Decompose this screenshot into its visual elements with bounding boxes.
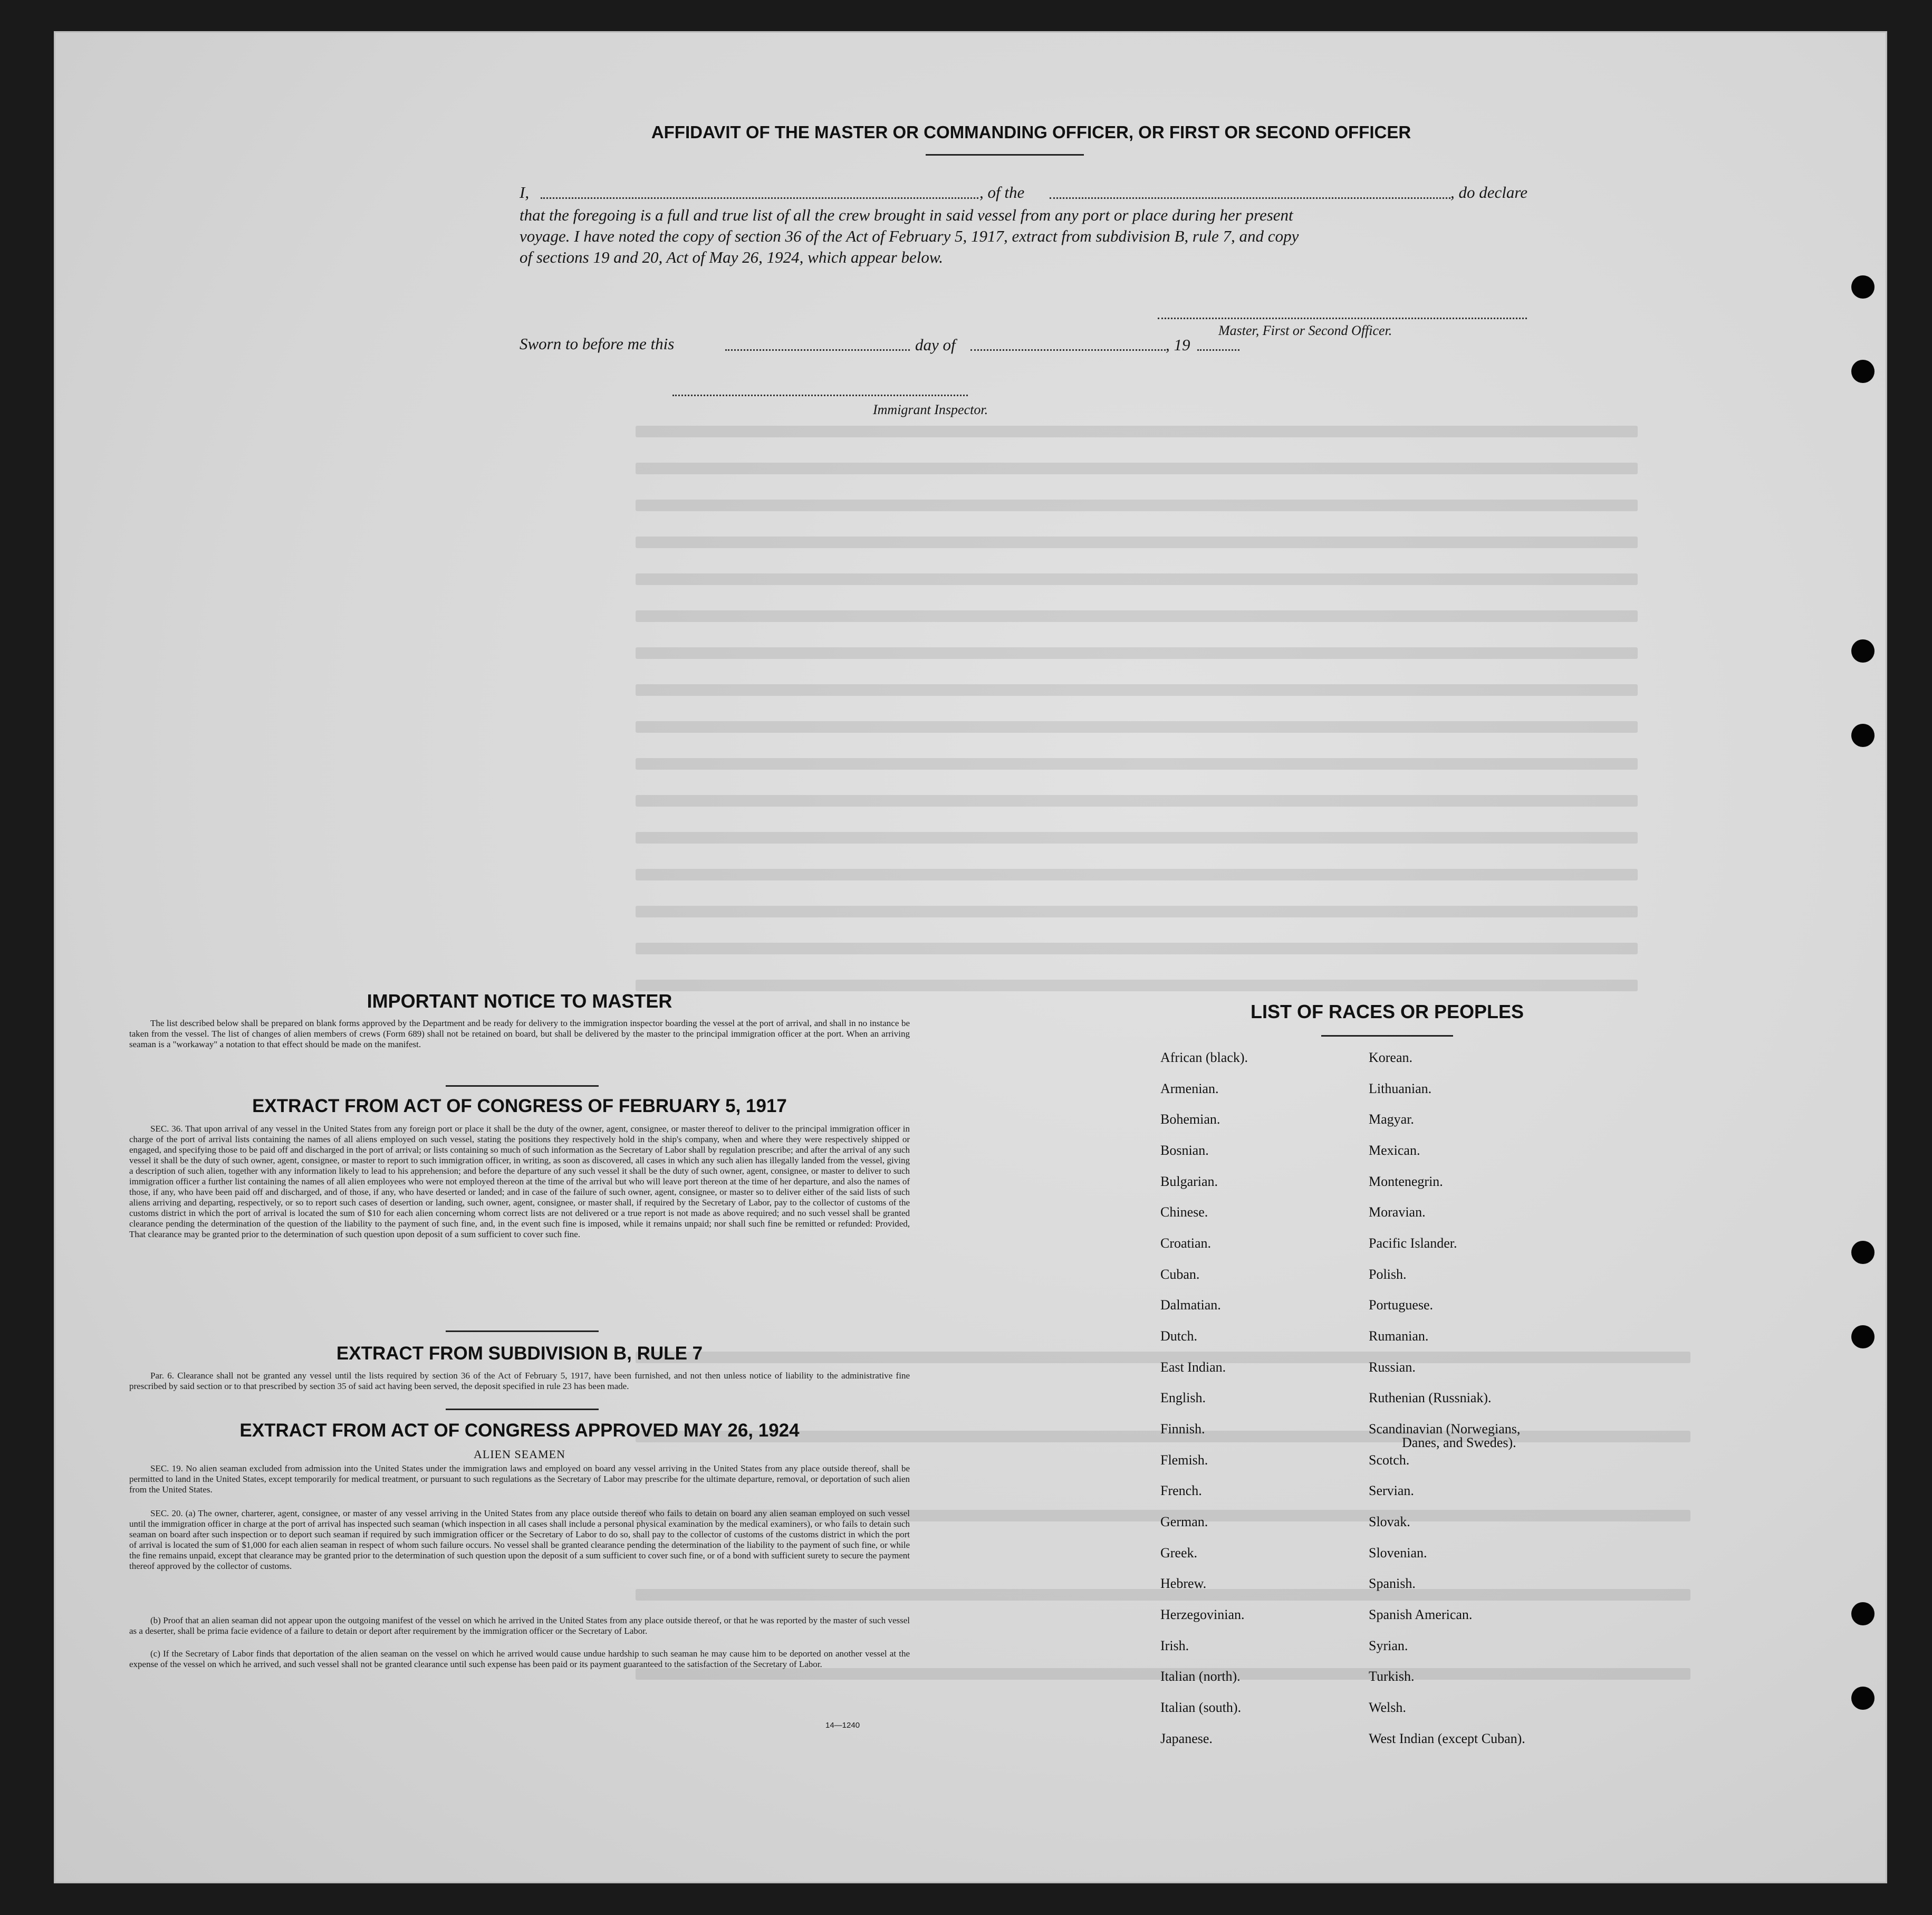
race-item: Chinese. xyxy=(1160,1204,1208,1220)
sec20c-text: (c) If the Secretary of Labor finds that deportation of the alien seaman on the vessel on which he arrived would cause undue hardship to such seaman he may cause him to be deported on another vessel at the expense of the vessel on which he arrived, and such vessel shall not be granted clearance until such expense has been paid or its payment guaranteed to the satisfaction of the Secretary of Labor. xyxy=(129,1649,910,1669)
day-of-label: day of xyxy=(915,336,956,354)
races-title: LIST OF RACES OR PEOPLES xyxy=(1250,1001,1524,1022)
race-item: Dutch. xyxy=(1160,1328,1198,1344)
punch-hole xyxy=(1851,275,1875,299)
race-item: Ruthenian (Russniak). xyxy=(1369,1390,1492,1405)
race-item: Polish. xyxy=(1369,1267,1407,1282)
sec19-text: SEC. 19. No alien seaman excluded from admission into the United States under the immigration laws and employed on board any vessel arriving in the United States from any place outside thereof, shall be permitted to land in the United States, except temporarily for medical treatment, or pursuant to such regulations as the Secretary of Labor may prescribe for the ultimate departure, removal, or deportation of such alien from the United States. xyxy=(129,1463,910,1495)
race-item: Syrian. xyxy=(1369,1638,1408,1653)
race-item: Pacific Islander. xyxy=(1369,1236,1457,1251)
rule7-body: Par. 6. Clearance shall not be granted any vessel until the lists required by section 36 of the Act of February 5, 1917, have been furnished, and not then unless notice of liability to the administrative fine prescribed by said section or to that prescribed by section 35 of said act having been served, the deposit specified in rule 23 has been made. xyxy=(129,1371,910,1391)
affidavit-line2: that the foregoing is a full and true list of all the crew brought in said vessel from any port or place during her present xyxy=(520,206,1293,224)
extract-1917-body: SEC. 36. That upon arrival of any vessel in the United States from any foreign port or place it shall be the duty of the owner, agent, consignee, or master thereof to deliver to the principal immigration officer in charge of the port of arrival lists containing the names of all aliens employed on such vessel, stating the positions they respectively hold in the ship's company, when and where they were respectively shipped or engaged, and specifying those to be paid off and discharged in the port of arrival; or lists containing so much of such information as the Secretary of Labor shall by regulation prescribe; and after the arrival of any such vessel it shall be the duty of such owner, agent, consignee, or master to report to such immigration officer, in writing, as soon as discovered, all cases in which any such alien has illegally landed from the vessel, giving a description of such alien, together with any information likely to lead to his apprehension; and before the departure of any such vessel it shall be the duty of such owner, agent, consignee, or master to deliver to such immigration officer a further list containing the names of all alien employees who were not employed thereon at the time of the arrival but who will leave port thereon at the time of her departure, and also the names of those, if any, who have been paid off and discharged, and of those, if any, who have deserted or landed; and in case of the failure of such owner, agent, consignee, or master so to deliver either of the said lists of such aliens arriving and departing, respectively, or so to report such cases of desertion or landing, such owner, agent, consignee, or master shall, if required by the Secretary of Labor, pay to the collector of customs of the customs district in which the port of arrival is located the sum of $10 for each alien concerning whom correct lists are not delivered or a true report is not made as above required; and no such vessel shall be granted clearance pending the determination of the question of the liability to the payment of such fine, and, in the event such fine is imposed, while it remains unpaid; nor shall such fine be remitted or refunded: Provided, That clearance may be granted prior to the determination of such question upon deposit of a sum sufficient to cover such fine. xyxy=(129,1124,910,1239)
rule7-title: EXTRACT FROM SUBDIVISION B, RULE 7 xyxy=(336,1343,703,1364)
race-item: Turkish. xyxy=(1369,1669,1415,1684)
race-item: Italian (south). xyxy=(1160,1700,1242,1715)
race-item: Bosnian. xyxy=(1160,1143,1209,1158)
race-item: Moravian. xyxy=(1369,1204,1426,1220)
sec20b-text: (b) Proof that an alien seaman did not appear upon the outgoing manifest of the vessel on which he arrived in the United States from any place outside thereof, or that he was reported by the master of such vessel as a deserter, shall be prima facie evidence of a failure to detain or deport after requirement by the immigration officer or the Secretary of Labor. xyxy=(129,1615,910,1636)
race-item: Greek. xyxy=(1160,1545,1198,1560)
race-item: Herzegovinian. xyxy=(1160,1607,1245,1622)
document-page xyxy=(55,33,1886,1882)
race-item: English. xyxy=(1160,1390,1206,1405)
race-item: West Indian (except Cuban). xyxy=(1369,1731,1525,1746)
race-item: Scotch. xyxy=(1369,1452,1410,1468)
race-item: Finnish. xyxy=(1160,1421,1205,1437)
race-item: Italian (north). xyxy=(1160,1669,1241,1684)
race-item: Cuban. xyxy=(1160,1267,1200,1282)
race-item: Slovenian. xyxy=(1369,1545,1427,1560)
name-blank[interactable] xyxy=(541,197,978,199)
punch-hole xyxy=(1851,1241,1875,1264)
divider xyxy=(446,1085,599,1087)
sworn-month-blank[interactable] xyxy=(970,349,1166,351)
inspector-signature-line[interactable] xyxy=(672,395,968,396)
punch-hole xyxy=(1851,1602,1875,1625)
affidavit-line1-of-the: , of the xyxy=(979,183,1025,202)
sworn-day-blank[interactable] xyxy=(725,349,910,351)
affidavit-title: AFFIDAVIT OF THE MASTER OR COMMANDING OFFICER, OR FIRST OR SECOND OFFICER xyxy=(651,122,1411,142)
master-label: Master, First or Second Officer. xyxy=(1218,323,1392,338)
race-item: Flemish. xyxy=(1160,1452,1208,1468)
race-item: Bulgarian. xyxy=(1160,1174,1218,1189)
race-item: Scandinavian (Norwegians, xyxy=(1369,1421,1521,1437)
race-item: Welsh. xyxy=(1369,1700,1406,1715)
divider xyxy=(926,154,1084,156)
race-item: Hebrew. xyxy=(1160,1576,1207,1591)
race-item: Magyar. xyxy=(1369,1112,1414,1127)
punch-hole xyxy=(1851,1687,1875,1710)
punch-hole xyxy=(1851,639,1875,663)
race-item: Spanish. xyxy=(1369,1576,1416,1591)
race-item: Bohemian. xyxy=(1160,1112,1220,1127)
sworn-label: Sworn to before me this xyxy=(520,334,675,353)
master-signature-line[interactable] xyxy=(1158,318,1527,319)
race-item: Japanese. xyxy=(1160,1731,1213,1746)
race-item: German. xyxy=(1160,1514,1208,1529)
race-item: French. xyxy=(1160,1483,1202,1498)
sec20a-text: SEC. 20. (a) The owner, charterer, agent, consignee, or master of any vessel arriving in the United States from any place outside thereof who fails to detain on board any alien seaman employed on such vessel until the immigration officer in charge at the port of arrival has inspected such seaman (which inspection in all cases shall include a personal physical examination by the medical examiners), or who fails to detain such seaman on board after such inspection or to deport such seaman if required by such immigration officer or the Secretary of Labor to do so, shall pay to the collector of customs of the customs district in which the port of arrival is located the sum of $1,000 for each alien seaman in respect of whom such failure occurs. No vessel shall be granted clearance pending the determination of the liability to the payment of such fine, or while the fine remains unpaid, except that clearance may be granted prior to the determination of such question upon the deposit of a sum sufficient to cover such fine, or of a bond with sufficient surety to secure the payment thereof approved by the collector of customs. xyxy=(129,1508,910,1571)
sworn-year-blank[interactable] xyxy=(1197,349,1239,351)
race-item-continuation: Danes, and Swedes). xyxy=(1402,1435,1516,1450)
vessel-blank[interactable] xyxy=(1050,197,1450,199)
race-item: East Indian. xyxy=(1160,1359,1226,1375)
punch-hole xyxy=(1851,724,1875,747)
race-item: Korean. xyxy=(1369,1050,1413,1065)
form-number: 14—1240 xyxy=(825,1721,860,1730)
race-item: Dalmatian. xyxy=(1160,1297,1221,1313)
race-item: Spanish American. xyxy=(1369,1607,1473,1622)
race-item: Portuguese. xyxy=(1369,1297,1434,1313)
year-label: , 19 xyxy=(1166,336,1190,354)
affidavit-line1-i: I, xyxy=(520,183,530,202)
divider xyxy=(446,1330,599,1332)
race-item: Slovak. xyxy=(1369,1514,1410,1529)
affidavit-line4: of sections 19 and 20, Act of May 26, 1924, which appear below. xyxy=(520,248,944,266)
affidavit-line3: voyage. I have noted the copy of section 36 of the Act of February 5, 1917, extract from subdivision B, rule 7, and copy xyxy=(520,227,1299,245)
race-item: Armenian. xyxy=(1160,1081,1219,1096)
race-item: Servian. xyxy=(1369,1483,1414,1498)
extract-1924-title: EXTRACT FROM ACT OF CONGRESS APPROVED MAY 26, 1924 xyxy=(239,1420,800,1441)
inspector-label: Immigrant Inspector. xyxy=(873,402,988,417)
affidavit-line1-declare: , do declare xyxy=(1450,183,1528,202)
race-item: Russian. xyxy=(1369,1359,1416,1375)
extract-1917-title: EXTRACT FROM ACT OF CONGRESS OF FEBRUARY 5, 1917 xyxy=(252,1096,787,1116)
notice-title: IMPORTANT NOTICE TO MASTER xyxy=(367,990,672,1012)
extract-1924-subtitle: ALIEN SEAMEN xyxy=(474,1448,565,1461)
race-item: Montenegrin. xyxy=(1369,1174,1443,1189)
race-item: African (black). xyxy=(1160,1050,1248,1065)
divider xyxy=(1321,1035,1453,1037)
race-item: Mexican. xyxy=(1369,1143,1420,1158)
notice-body: The list described below shall be prepared on blank forms approved by the Department and be ready for delivery to the immigration inspector boarding the vessel at the port of arrival, and shall in no instance be taken from the vessel. The list of changes of alien members of crews (Form 689) shall not be retained on board, but shall be delivered by the master to the principal immigration officer at the port. When an arriving seaman is a "workaway" a notation to that effect should be made on the manifest. xyxy=(129,1018,910,1049)
divider xyxy=(446,1409,599,1410)
race-item: Croatian. xyxy=(1160,1236,1212,1251)
race-item: Rumanian. xyxy=(1369,1328,1429,1344)
punch-hole xyxy=(1851,1325,1875,1348)
race-item: Irish. xyxy=(1160,1638,1189,1653)
race-item: Lithuanian. xyxy=(1369,1081,1432,1096)
punch-hole xyxy=(1851,360,1875,383)
